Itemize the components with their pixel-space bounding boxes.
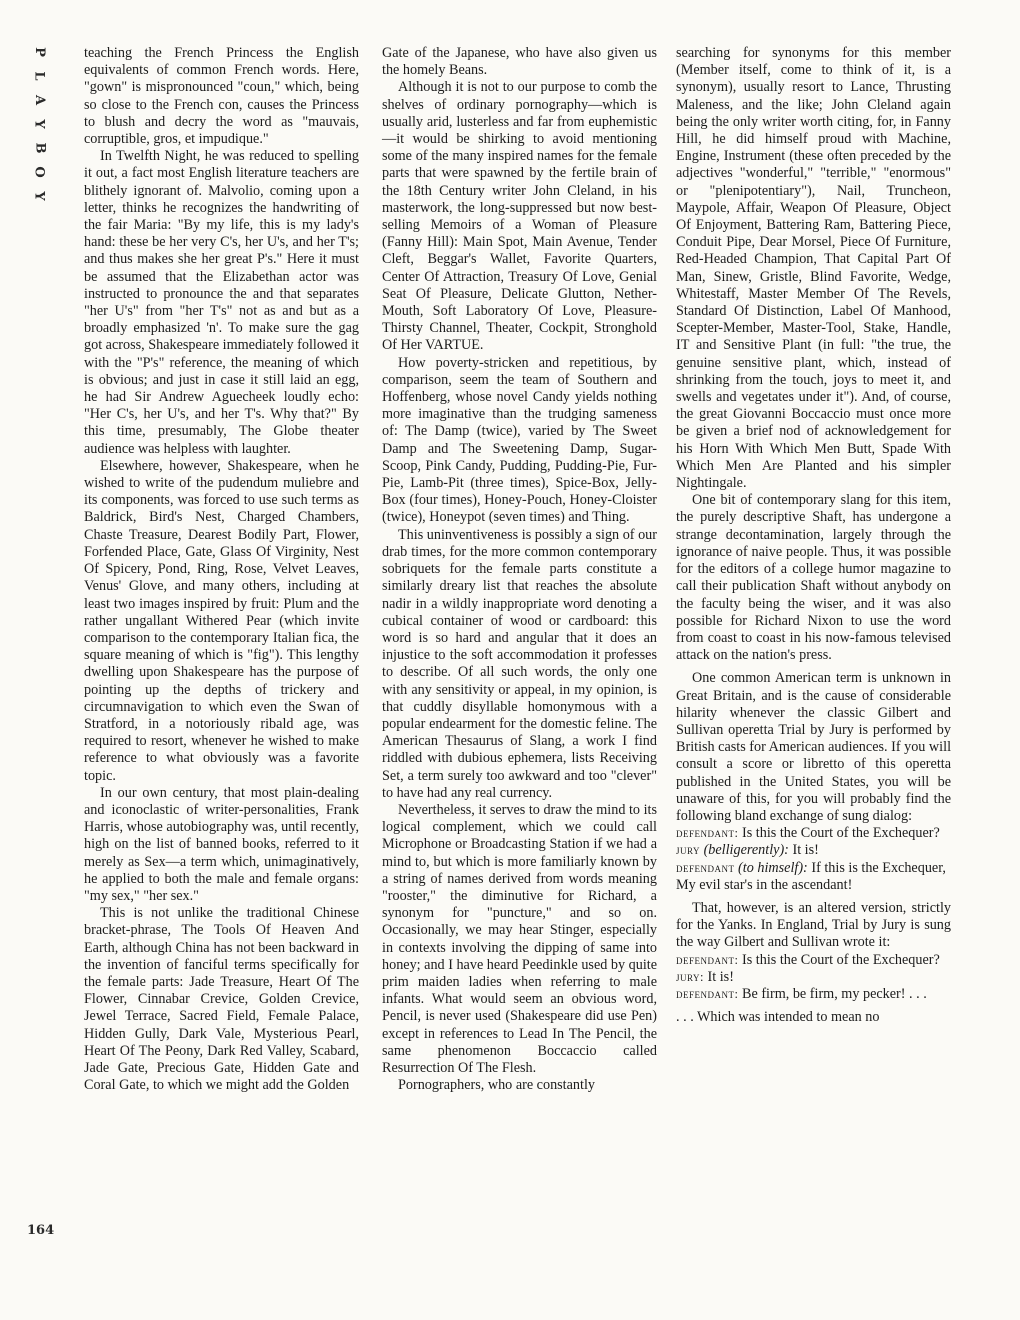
- stage-direction: (to himself):: [738, 859, 808, 876]
- paragraph: In Twelfth Night, he was reduced to spelling it out, a fact most English literature teachers are blithely ignorant of. Malvolio, coming upon a letter, thinks he recognizes the handwriting of the fair Maria: "By my life, this is my lady's hand: these be her very C's, her U's, and her T's; and thus makes she her great P's." Here it must be assumed that the Elizabethan actor was instructed to pronounce the and that separates "her U's" from "her T's" not as and but as a broadly emphasized 'n'. To make sure the gag got across, Shakespeare immediately followed it with the "P's" reference, the meaning of which is obvious; and just in case it still laid an egg, he had Sir Andrew Aguecheek loudly echo: "Her C's, her U's, and her T's. Why that?" By this time, presumably, The Globe theater audience was helpless with laughter.: [84, 148, 360, 457]
- paragraph: In our own century, that most plain-dealing and iconoclastic of writer-personalities, Frank Harris, whose autobiography was, until recently, high on the list of banned books, referred to it merely as Sex—a term which, unimaginatively, he applied to both the male and female organs: "my sex," "her sex.": [84, 784, 359, 904]
- paragraph: searching for synonyms for this member (Member itself, come to think of it, is a synonym), usually resort to Lance, Thrusting Maleness, and the like; John Cleland again being the only writer worth citing, for, in Fanny Hill, he did himself proud with Machine, Engine, Instrument (these often preceded by the adjectives "wonderful," "terrible," "enormous" or "plenipotentiary"), Nail, Truncheon, Maypole, Affair, Weapon Of Pleasure, Object Of Enjoyment, Battering Ram, Battering Piece, Conduit Pipe, Dear Morsel, Piece Of Furniture, Red-Headed Champion, That Capital Part Of Man, Sinew, Gristle, Blind Favorite, Wedge, Whitestaff, Master Member Of The Revels, Standard Of Distinction, Label Of Manhood, Scepter-Member, Master-Tool, Stake, Handle, IT and Sensitive Plant (in full: "the true, the genuine sensitive plant, which, instead of shrinking from the touch, joys to meet it, and swells and vegetates under it"). And, of course, the great Giovanni Boccaccio must once more be given a brief nod of acknowledgement for his Horn With Which Men Butt, Spade With Which Men Are Planted and his simpler Nightingale.: [676, 45, 951, 492]
- logo-letter: O: [31, 166, 47, 178]
- page-number: 164: [27, 1223, 55, 1238]
- dialog-line: [676, 969, 951, 986]
- paragraph: Elsewhere, however, Shakespeare, when he wished to write of the pudendum muliebre and its components, was forced to use such terms as Baldrick, Bird's Nest, Charged Chambers, Chaste Treasure, Dearest Bodily Part, Flower, Forfended Place, Gate, Glass Of Virginity, Nest Of Spicery, Pond, Ring, Rose, Velvet Leaves, Venus' Glove, and many others, including at least two images inspired by fruit: Plum and the rather ungallant Withered Pear (which invite comparison to the contemporary Italian fica, the square meaning of which is "fig"). This lengthy dwelling upon Shakespeare has the purpose of pointing up the depths of trickery and circumnavigation to which even the Swan of Stratford, in a notoriously ribald age, was required to resort, whenever he wished to make reference to what obviously was a favorite topic.: [84, 457, 359, 784]
- speaker-label: defendant:: [676, 952, 739, 967]
- paragraph: This uninventiveness is possibly a sign of our drab times, for the more common contemporary sobriquets for the female parts constitute a similarly dreary list that reaches the absolute nadir in a wildly inappropriate word denoting a cubical container of wood or cardboard: this word is so hard and angular that it does an injustice to the soft accommodation it professes to describe. Of all such words, the only one with any sensitivity or appeal, in my opinion, is that cuddly disyllable homonymous with a popular endearment for the domestic feline. The American Thesaurus of Slang, a work I find riddled with dubious ephemera, lists Receiving Set, a term surely too awkward and too "clever" to have had any real currency.: [382, 526, 657, 801]
- paragraph: Gate of the Japanese, who have also given us the homely Beans.: [382, 45, 657, 79]
- dialog-text: Is this the Court of the Exchequer?: [742, 951, 940, 968]
- stage-direction: (belligerently):: [703, 842, 789, 859]
- logo-letter: B: [32, 142, 47, 154]
- article-column-2: [382, 45, 657, 1094]
- magazine-vertical-logo: [28, 40, 50, 208]
- dialog-line: [676, 860, 951, 877]
- paragraph: Although it is not to our purpose to comb the shelves of ordinary pornography—which is usually arid, lusterless and far from euphemistic—it would be shirking to avoid mentioning some of the many inspired names for the female parts that were spawned by the fertile brain of the 18th Century writer John Cleland, in his masterwork, the long-suppressed but now best-selling Memoirs of a Woman of Pleasure (Fanny Hill): Main Spot, Main Avenue, Tender Cleft, Beggar's Wallet, Favorite Quarters, Center Of Attraction, Treasury Of Love, Genial Seat Of Pleasure, Delicate Glutton, Nether-Mouth, Soft Laboratory Of Love, Pleasure-Thirsty Channel, Theater, Cockpit, Stronghold Of Her VARTUE.: [382, 79, 657, 354]
- speaker-label: defendant:: [676, 826, 739, 841]
- logo-letter: P: [32, 47, 47, 57]
- sung-line: My evil star's in the ascendant!: [676, 876, 853, 893]
- logo-letter: L: [31, 71, 47, 81]
- speaker-label: defendant: [676, 860, 735, 875]
- speaker-label: defendant:: [676, 986, 739, 1001]
- speaker-label: jury:: [676, 969, 704, 984]
- paragraph: One bit of contemporary slang for this item, the purely descriptive Shaft, has undergone a strange decontamination, largely through the ignorance of naive people. Thus, it was possible for the editors of a college humor magazine to call their publication Shaft without anybody on the faculty being the wiser, and it was also possible for Richard Nixon to use the word from coast to coast in his now-famous televised attack on the nation's press.: [676, 492, 951, 664]
- paragraph: teaching the French Princess the English equivalents of common French words. Here, "gown" is mispronounced "coun," which, being so close to the French con, causes the Princess to blush and decry the word as "mauvais, corruptible, gros, et impudique.": [84, 45, 359, 148]
- article-column-3: [676, 45, 951, 1026]
- article-column-1: [84, 45, 359, 1094]
- dialog-text: It is!: [792, 842, 819, 859]
- paragraph: One common American term is unknown in Great Britain, and is the cause of considerable hilarity whenever the classic Gilbert and Sullivan operetta Trial by Jury is performed by British casts for American audiences. If you will consult a score or libretto of this operetta published in the United States, you will be unaware of this, for you will probably find the following bland exchange of sung dialog:: [676, 670, 952, 824]
- paragraph: . . . Which was intended to mean no: [676, 1009, 880, 1026]
- dialog-text: Be firm, be firm, my pecker! . . .: [742, 985, 927, 1002]
- logo-letter: A: [32, 94, 47, 106]
- paragraph: How poverty-stricken and repetitious, by comparison, seem the team of Southern and Hoffenberg, whose novel Candy yields nothing more imaginative than the trudging sameness of: The Damp (twice), varied by The Sweet Damp and The Sweetening Damp, Sugar-Scoop, Pink Candy, Pudding, Pudding-Pie, Fur-Pie, Lamb-Pit (three times), Spice-Box, Jelly-Box (four times), Honey-Pouch, Honey-Cloister (twice), Honeypot (seven times) and Thing.: [382, 354, 657, 526]
- speaker-label: jury: [676, 843, 701, 858]
- logo-letter: Y: [32, 191, 47, 201]
- dialog-line: [676, 842, 951, 859]
- paragraph: Nevertheless, it serves to draw the mind to its logical complement, which we could call Microphone or Broadcasting Station if we had a mind to, but which is more familiarly known by a string of names derived from words meaning "rooster," the diminutive for Richard, a synonym for "puncture," and so on. Occasionally, we may hear Stinger, especially in contexts involving the dipping of same into honey; and I have heard Peedinkle used by quite prim maiden ladies when referring to male infants. What would seem an obvious word, Pencil, is never used (Shakespeare did use Pen) except in references to Lead In The Pencil, the same phenomenon Boccaccio called Resurrection Of The Flesh.: [382, 801, 657, 1076]
- dialog-line: [676, 825, 951, 842]
- dialog-text: It is!: [707, 968, 734, 985]
- logo-letter: Y: [32, 119, 47, 129]
- dialog-text: If this is the Exchequer,: [811, 859, 946, 876]
- dialog-line: [676, 952, 951, 969]
- dialog-text: Is this the Court of the Exchequer?: [742, 825, 940, 842]
- dialog-line: [676, 986, 951, 1003]
- paragraph: Pornographers, who are constantly: [398, 1077, 595, 1094]
- paragraph: That, however, is an altered version, strictly for the Yanks. In England, Trial by Jury is sung the way Gilbert and Sullivan wrote it:: [676, 899, 951, 951]
- paragraph: This is not unlike the traditional Chinese bracket-phrase, The Tools Of Heaven And Earth, although China has not been backward in the invention of fanciful terms specifically for the female parts: Jade Treasure, Heart Of The Flower, Cinnabar Crevice, Golden Crevice, Jewel Terrace, Sacred Field, Female Palace, Hidden Gully, Dark Vale, Mysterious Pearl, Heart Of The Peony, Dark Red Valley, Scabard, Jade Gate, Precious Gate, Hidden Gate and Coral Gate, to which we might add the Golden: [84, 905, 359, 1094]
